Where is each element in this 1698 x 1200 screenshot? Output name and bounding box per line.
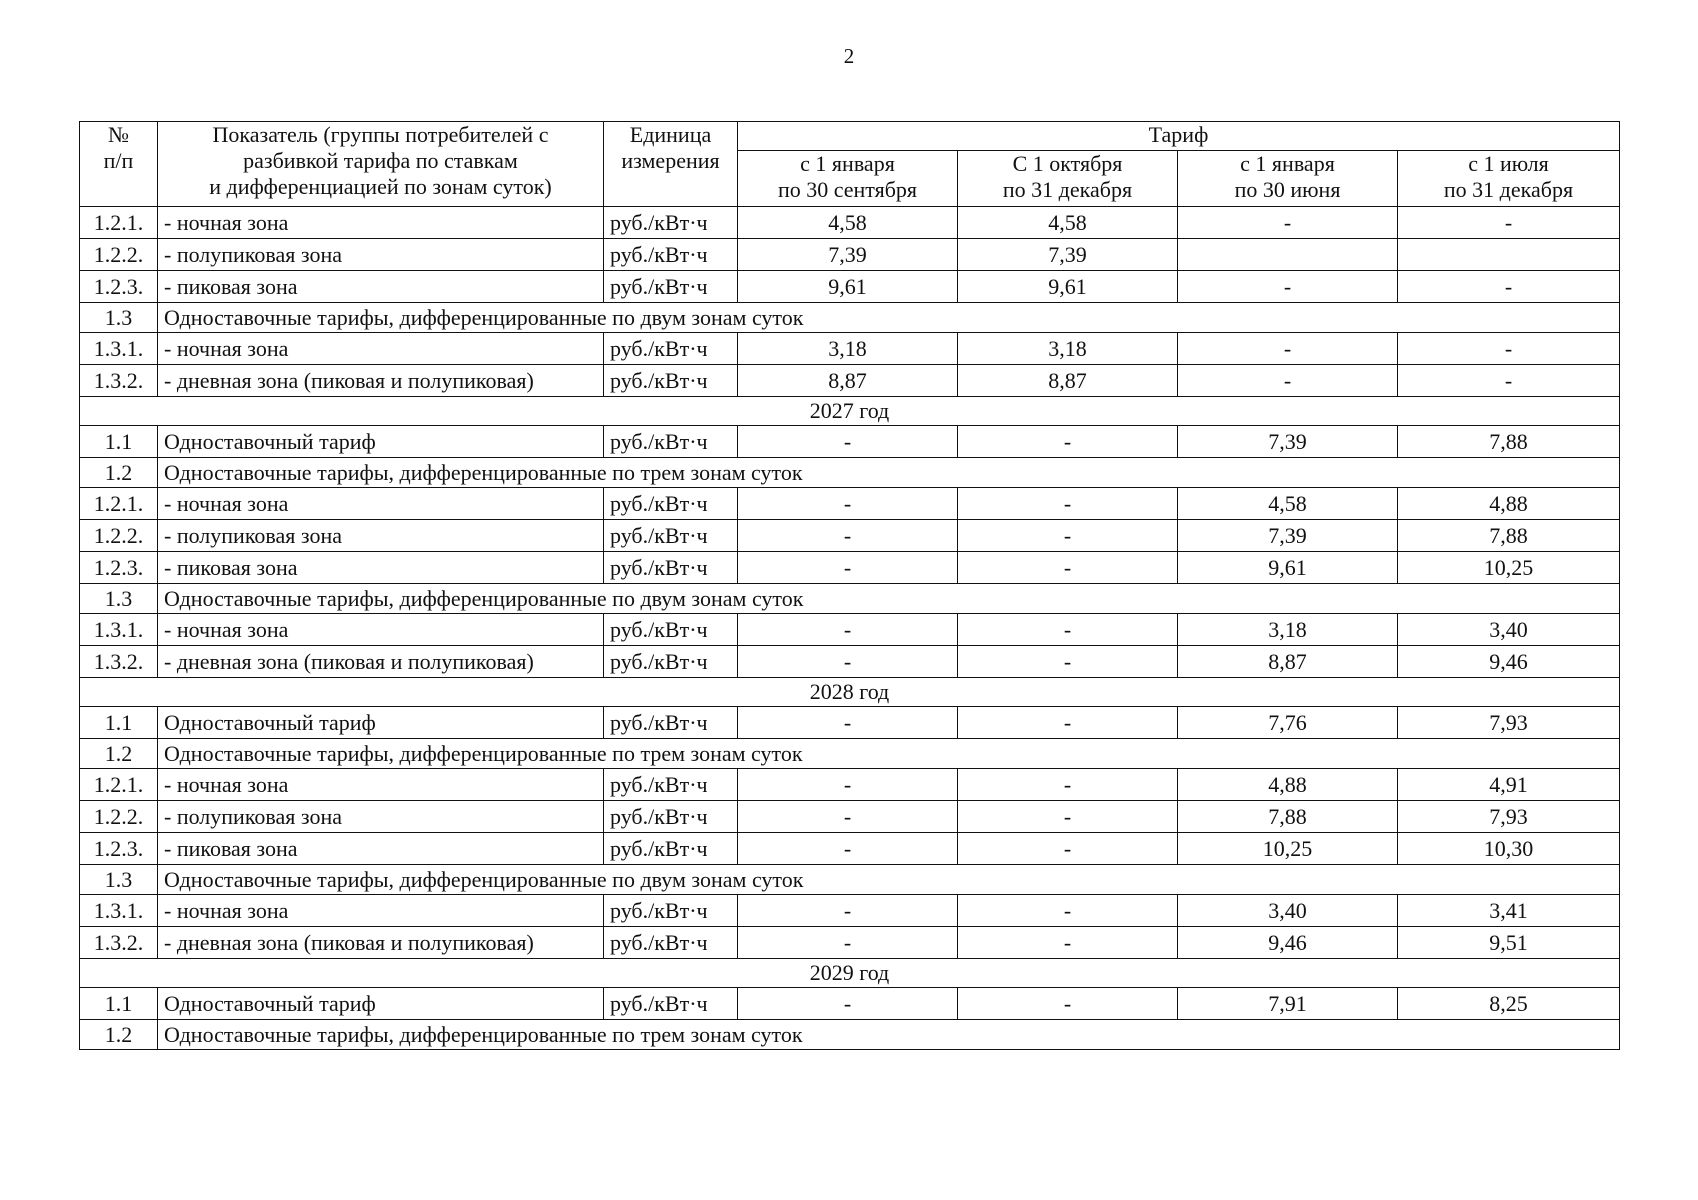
row-value-3: 9,46 [1178,927,1398,959]
page-number: 2 [843,44,855,68]
row-value-3: 4,58 [1178,488,1398,520]
section-title: Одноставочные тарифы, дифференцированные по трем зонам суток [158,458,1620,488]
row-number: 1.2 [80,458,158,488]
row-unit: руб./кВт·ч [604,333,738,365]
row-value-2: - [958,988,1178,1020]
section-row [80,1020,1620,1050]
row-value-3: 7,91 [1178,988,1398,1020]
row-number: 1.1 [80,707,158,739]
row-number: 1.3 [80,303,158,333]
row-indicator: - полупиковая зона [158,520,604,552]
row-value-2: - [958,769,1178,801]
row-value-2: - [958,614,1178,646]
row-value-2: 8,87 [958,365,1178,397]
row-indicator: - ночная зона [158,895,604,927]
row-indicator: - ночная зона [158,207,604,239]
row-number: 1.2.3. [80,833,158,865]
row-value-4: 9,46 [1398,646,1620,678]
row-number: 1.3 [80,865,158,895]
row-value-2: 4,58 [958,207,1178,239]
row-value-4: 3,41 [1398,895,1620,927]
row-number: 1.2.1. [80,207,158,239]
row-number: 1.3.2. [80,365,158,397]
row-value-1: - [738,488,958,520]
row-value-3: - [1178,365,1398,397]
row-unit: руб./кВт·ч [604,207,738,239]
row-value-4 [1398,239,1620,271]
header-indicator: Показатель (группы потребителей с разбивкой тарифа по ставкам и дифференциацией по зонам суток) [158,122,604,207]
row-value-1: 9,61 [738,271,958,303]
row-value-1: - [738,833,958,865]
row-unit: руб./кВт·ч [604,488,738,520]
row-value-4: - [1398,271,1620,303]
row-indicator: - ночная зона [158,488,604,520]
row-value-3: - [1178,207,1398,239]
table-row [80,646,1620,678]
row-value-1: 7,39 [738,239,958,271]
section-row [80,739,1620,769]
header-period-2: С 1 октября по 31 декабря [958,151,1178,207]
row-number: 1.2.2. [80,801,158,833]
section-row [80,303,1620,333]
row-value-1: - [738,769,958,801]
section-title: Одноставочные тарифы, дифференцированные по двум зонам суток [158,303,1620,333]
row-indicator: Одноставочный тариф [158,988,604,1020]
row-unit: руб./кВт·ч [604,614,738,646]
row-value-2: - [958,488,1178,520]
section-title: Одноставочные тарифы, дифференцированные по трем зонам суток [158,739,1620,769]
table-row [80,833,1620,865]
row-unit: руб./кВт·ч [604,426,738,458]
row-unit: руб./кВт·ч [604,833,738,865]
year-label: 2027 год [80,397,1620,426]
row-value-1: - [738,520,958,552]
row-value-4: 3,40 [1398,614,1620,646]
row-value-4: 4,88 [1398,488,1620,520]
section-row [80,584,1620,614]
row-indicator: - дневная зона (пиковая и полупиковая) [158,927,604,959]
row-indicator: - ночная зона [158,769,604,801]
header-unit: Единица измерения [604,122,738,207]
row-number: 1.2.1. [80,488,158,520]
year-label: 2029 год [80,959,1620,988]
row-indicator: Одноставочный тариф [158,707,604,739]
row-number: 1.3.1. [80,614,158,646]
section-row [80,458,1620,488]
header-period-4: с 1 июля по 31 декабря [1398,151,1620,207]
row-value-3: 7,76 [1178,707,1398,739]
table-row [80,333,1620,365]
row-unit: руб./кВт·ч [604,927,738,959]
table-row [80,426,1620,458]
row-value-3 [1178,239,1398,271]
row-value-1: 3,18 [738,333,958,365]
table-row [80,271,1620,303]
year-label: 2028 год [80,678,1620,707]
row-value-3: 3,40 [1178,895,1398,927]
year-row [80,678,1620,707]
row-value-4: 10,25 [1398,552,1620,584]
row-value-1: - [738,646,958,678]
row-indicator: - ночная зона [158,333,604,365]
row-value-3: - [1178,271,1398,303]
year-row [80,397,1620,426]
row-value-2: - [958,646,1178,678]
row-value-3: - [1178,333,1398,365]
row-value-4: 7,93 [1398,801,1620,833]
header-period-3: с 1 января по 30 июня [1178,151,1398,207]
row-unit: руб./кВт·ч [604,239,738,271]
row-value-3: 9,61 [1178,552,1398,584]
table-row [80,801,1620,833]
row-value-1: 8,87 [738,365,958,397]
row-value-4: 4,91 [1398,769,1620,801]
row-value-1: - [738,927,958,959]
row-indicator: - дневная зона (пиковая и полупиковая) [158,365,604,397]
row-value-1: - [738,707,958,739]
row-value-3: 8,87 [1178,646,1398,678]
row-value-1: - [738,552,958,584]
table-header [80,122,1620,207]
row-value-4: 7,88 [1398,520,1620,552]
row-value-2: 9,61 [958,271,1178,303]
row-indicator: - дневная зона (пиковая и полупиковая) [158,646,604,678]
row-value-2: - [958,895,1178,927]
row-number: 1.3.2. [80,927,158,959]
row-indicator: - пиковая зона [158,271,604,303]
row-number: 1.3 [80,584,158,614]
header-tariff: Тариф [738,122,1620,151]
year-row [80,959,1620,988]
row-value-4: 7,88 [1398,426,1620,458]
row-indicator: - полупиковая зона [158,239,604,271]
row-value-3: 7,88 [1178,801,1398,833]
row-unit: руб./кВт·ч [604,801,738,833]
row-number: 1.2.2. [80,239,158,271]
row-number: 1.2.2. [80,520,158,552]
row-unit: руб./кВт·ч [604,271,738,303]
row-number: 1.2.3. [80,271,158,303]
row-value-3: 7,39 [1178,520,1398,552]
row-number: 1.3.1. [80,333,158,365]
table-row [80,365,1620,397]
row-value-2: - [958,520,1178,552]
row-number: 1.1 [80,988,158,1020]
table-row [80,988,1620,1020]
row-number: 1.1 [80,426,158,458]
table-row [80,927,1620,959]
row-value-1: 4,58 [738,207,958,239]
row-value-2: - [958,426,1178,458]
row-value-4: 10,30 [1398,833,1620,865]
row-value-4: 7,93 [1398,707,1620,739]
row-value-1: - [738,614,958,646]
row-unit: руб./кВт·ч [604,988,738,1020]
row-unit: руб./кВт·ч [604,646,738,678]
table-body [80,207,1620,1050]
section-row [80,865,1620,895]
row-indicator: - пиковая зона [158,552,604,584]
row-unit: руб./кВт·ч [604,552,738,584]
row-value-4: 8,25 [1398,988,1620,1020]
row-indicator: - ночная зона [158,614,604,646]
row-unit: руб./кВт·ч [604,520,738,552]
row-value-2: 7,39 [958,239,1178,271]
row-indicator: - полупиковая зона [158,801,604,833]
row-value-2: - [958,707,1178,739]
row-value-3: 7,39 [1178,426,1398,458]
row-unit: руб./кВт·ч [604,365,738,397]
row-number: 1.2 [80,739,158,769]
row-number: 1.2.3. [80,552,158,584]
row-value-3: 3,18 [1178,614,1398,646]
table-row [80,895,1620,927]
row-value-2: - [958,552,1178,584]
row-value-4: - [1398,365,1620,397]
row-value-1: - [738,426,958,458]
section-title: Одноставочные тарифы, дифференцированные по двум зонам суток [158,584,1620,614]
table-row [80,707,1620,739]
row-value-3: 4,88 [1178,769,1398,801]
row-value-2: - [958,927,1178,959]
row-indicator: Одноставочный тариф [158,426,604,458]
table-row [80,207,1620,239]
row-value-1: - [738,801,958,833]
row-value-1: - [738,988,958,1020]
row-number: 1.3.1. [80,895,158,927]
row-unit: руб./кВт·ч [604,895,738,927]
row-value-1: - [738,895,958,927]
table-row [80,552,1620,584]
row-number: 1.3.2. [80,646,158,678]
section-title: Одноставочные тарифы, дифференцированные по трем зонам суток [158,1020,1620,1050]
header-num: № п/п [80,122,158,207]
row-value-3: 10,25 [1178,833,1398,865]
tariff-table [79,121,1620,1050]
table-row [80,488,1620,520]
row-value-2: - [958,801,1178,833]
table-row [80,239,1620,271]
row-value-4: - [1398,207,1620,239]
table-row [80,614,1620,646]
section-title: Одноставочные тарифы, дифференцированные по двум зонам суток [158,865,1620,895]
row-value-4: - [1398,333,1620,365]
row-value-2: - [958,833,1178,865]
row-indicator: - пиковая зона [158,833,604,865]
row-unit: руб./кВт·ч [604,707,738,739]
row-number: 1.2.1. [80,769,158,801]
row-value-4: 9,51 [1398,927,1620,959]
row-number: 1.2 [80,1020,158,1050]
table-row [80,769,1620,801]
table-row [80,520,1620,552]
row-unit: руб./кВт·ч [604,769,738,801]
row-value-2: 3,18 [958,333,1178,365]
header-period-1: с 1 января по 30 сентября [738,151,958,207]
